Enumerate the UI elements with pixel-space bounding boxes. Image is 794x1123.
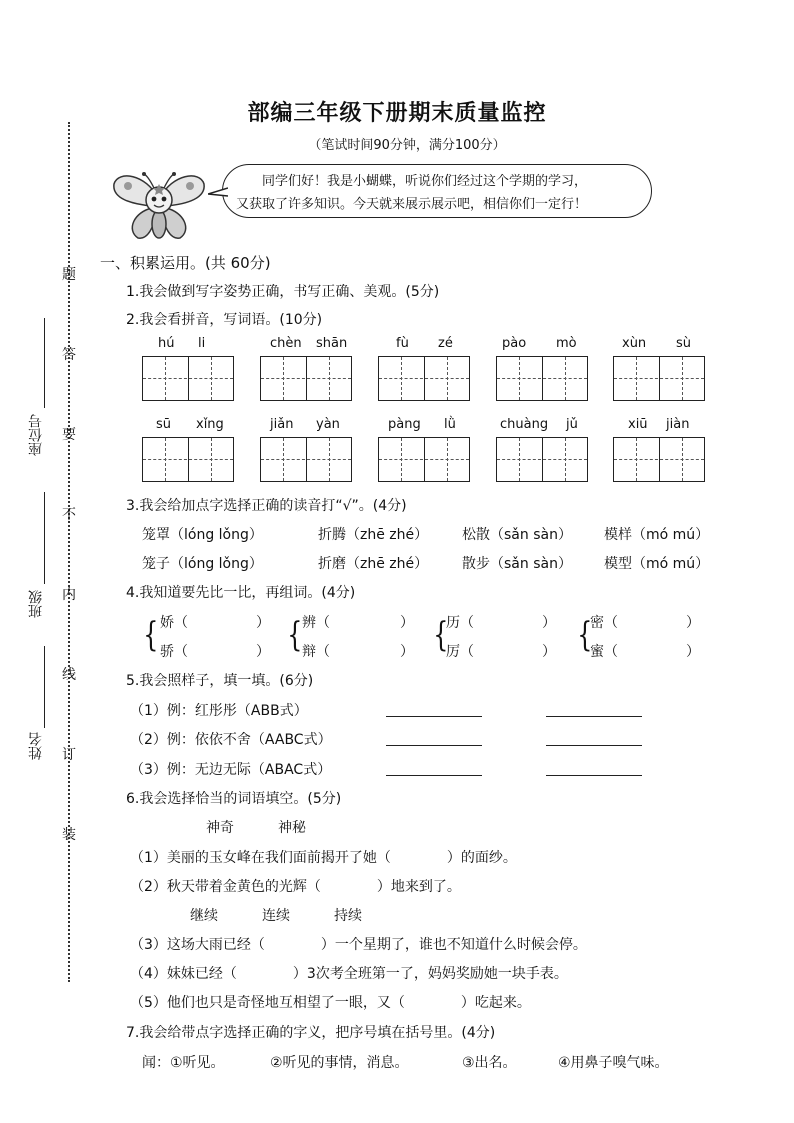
fill-sentence: （4）妹妹已经（ ）3次考全班第一了，妈妈奖励她一块手表。 [130,966,568,982]
question-7: 7.我会给带点字选择正确的字义，把序号填在括号里。(4分) [126,1025,496,1041]
pinyin: jiàn [666,417,690,432]
pronunciation-option[interactable]: 模型（mó mú） [604,556,710,572]
writing-grid[interactable] [142,437,234,482]
question-2: 2.我会看拼音，写词语。(10分) [126,312,323,328]
word-compare-top: 密（ [590,615,618,631]
section-heading: 一、积累运用。(共 60分) [100,254,271,272]
pinyin: sù [676,336,692,351]
pronunciation-option[interactable]: 折磨（zhē zhé） [318,556,429,572]
brace: { [143,615,159,655]
bracket-close: ） [686,644,700,660]
binding-char: 内 [62,587,76,603]
writing-grid[interactable] [378,356,470,401]
word-compare-bottom: 辩（ [302,644,330,660]
mascot-greeting [236,170,640,216]
page-title: 部编三年级下册期末质量监控 [247,100,547,126]
definition-option: ②听见的事情，消息。 [270,1055,409,1071]
brace: { [433,615,449,655]
binding-char: 线 [62,667,76,683]
pinyin: jǔ [566,417,578,432]
writing-grid[interactable] [260,437,352,482]
binding-dotted-line [68,122,70,982]
pronunciation-option[interactable]: 笼罩（lóng lǒng） [142,527,263,543]
pinyin: pào [502,336,527,351]
pronunciation-option[interactable]: 笼子（lóng lǒng） [142,556,263,572]
speech-bubble-tail [208,186,228,198]
fill-sentence: （1）美丽的玉女峰在我们面前揭开了她（ ）的面纱。 [130,850,517,866]
pronunciation-option[interactable]: 散步（sǎn sàn） [462,556,572,572]
binding-char: 订 [62,747,76,763]
pinyin: zé [438,336,453,351]
writing-grid[interactable] [613,356,705,401]
bracket-close: ） [542,644,556,660]
pinyin: xiū [628,417,648,432]
writing-grid[interactable] [496,356,588,401]
definition-option: ③出名。 [462,1055,517,1071]
greeting-line-2: 又获取了许多知识。今天就来展示展示吧，相信你们一定行！ [236,197,588,212]
writing-grid[interactable] [613,437,705,482]
question-5: 5.我会照样子，填一填。(6分) [126,673,314,689]
writing-grid[interactable] [142,356,234,401]
answer-blank[interactable] [546,745,642,746]
pinyin: sū [156,417,172,432]
brace: { [577,615,593,655]
brace: { [287,615,303,655]
pronunciation-option[interactable]: 模样（mó mú） [604,527,710,543]
answer-blank[interactable] [386,716,482,717]
answer-blank[interactable] [386,745,482,746]
question-3: 3.我会给加点字选择正确的读音打“√”。(4分) [126,498,407,514]
butterfly-icon [108,168,210,244]
binding-char: 装 [62,827,76,843]
fill-sentence: （3）这场大雨已经（ ）一个星期了，谁也不知道什么时候会停。 [130,937,587,953]
word-choice: 神秘 [278,820,306,836]
class-field[interactable] [44,492,45,584]
seat-number-field[interactable] [44,318,45,408]
word-compare-bottom: 厉（ [446,644,474,660]
pinyin: yàn [316,417,340,432]
bracket-close: ） [400,644,414,660]
writing-grid[interactable] [260,356,352,401]
binding-char: 要 [62,427,76,443]
binding-char: 答 [62,347,76,363]
pronunciation-option[interactable]: 折腾（zhē zhé） [318,527,429,543]
question-1: 1.我会做到写字姿势正确，书写正确、美观。(5分) [126,284,440,300]
pinyin: lǜ [444,417,456,432]
pinyin: hú [158,336,175,351]
pinyin: shān [316,336,348,351]
pinyin: xùn [622,336,647,351]
bracket-close: ） [256,615,270,631]
binding-char: 题 [62,267,76,283]
answer-blank[interactable] [386,775,482,776]
pattern-example: （2）例：依依不舍（AABC式） [130,732,332,748]
word-compare-top: 辨（ [302,615,330,631]
word-compare-top: 历（ [446,615,474,631]
class-label: 班级 [28,590,44,618]
question-6: 6.我会选择恰当的词语填空。(5分) [126,791,342,807]
definition-option: 闻：①听见。 [142,1055,225,1071]
greeting-line-1: 同学们好！我是小蝴蝶，听说你们经过这个学期的学习， [262,174,588,189]
exam-subtitle: （笔试时间90分钟，满分100分） [308,138,506,153]
writing-grid[interactable] [496,437,588,482]
word-compare-bottom: 蜜（ [590,644,618,660]
pronunciation-option[interactable]: 松散（sǎn sàn） [462,527,572,543]
word-compare-bottom: 骄（ [160,644,188,660]
pinyin: mò [556,336,577,351]
bracket-close: ） [256,644,270,660]
bracket-close: ） [686,615,700,631]
pinyin: pàng [388,417,421,432]
answer-blank[interactable] [546,716,642,717]
word-choice: 神奇 [206,820,234,836]
definition-option: ④用鼻子嗅气味。 [558,1055,669,1071]
name-label: 姓名 [28,732,44,760]
pinyin: fù [396,336,409,351]
word-choice: 继续 [190,908,218,924]
pattern-example: （3）例：无边无际（ABAC式） [130,762,332,778]
pattern-example: （1）例：红彤彤（ABB式） [130,703,308,719]
fill-sentence: （5）他们也只是奇怪地互相望了一眼，又（ ）吃起来。 [130,995,531,1011]
pinyin: chèn [270,336,302,351]
writing-grid[interactable] [378,437,470,482]
word-compare-top: 娇（ [160,615,188,631]
seat-number-label: 座位号 [28,414,44,456]
word-choice: 持续 [334,908,362,924]
pinyin: jiǎn [270,417,294,432]
question-4: 4.我知道要先比一比，再组词。(4分) [126,585,356,601]
binding-char: 不 [62,507,76,523]
answer-blank[interactable] [546,775,642,776]
word-choice: 连续 [262,908,290,924]
bracket-close: ） [542,615,556,631]
pinyin: chuàng [500,417,549,432]
fill-sentence: （2）秋天带着金黄色的光辉（ ）地来到了。 [130,879,461,895]
pinyin: li [198,336,206,351]
pinyin: xǐng [196,417,224,432]
name-field[interactable] [44,646,45,728]
bracket-close: ） [400,615,414,631]
